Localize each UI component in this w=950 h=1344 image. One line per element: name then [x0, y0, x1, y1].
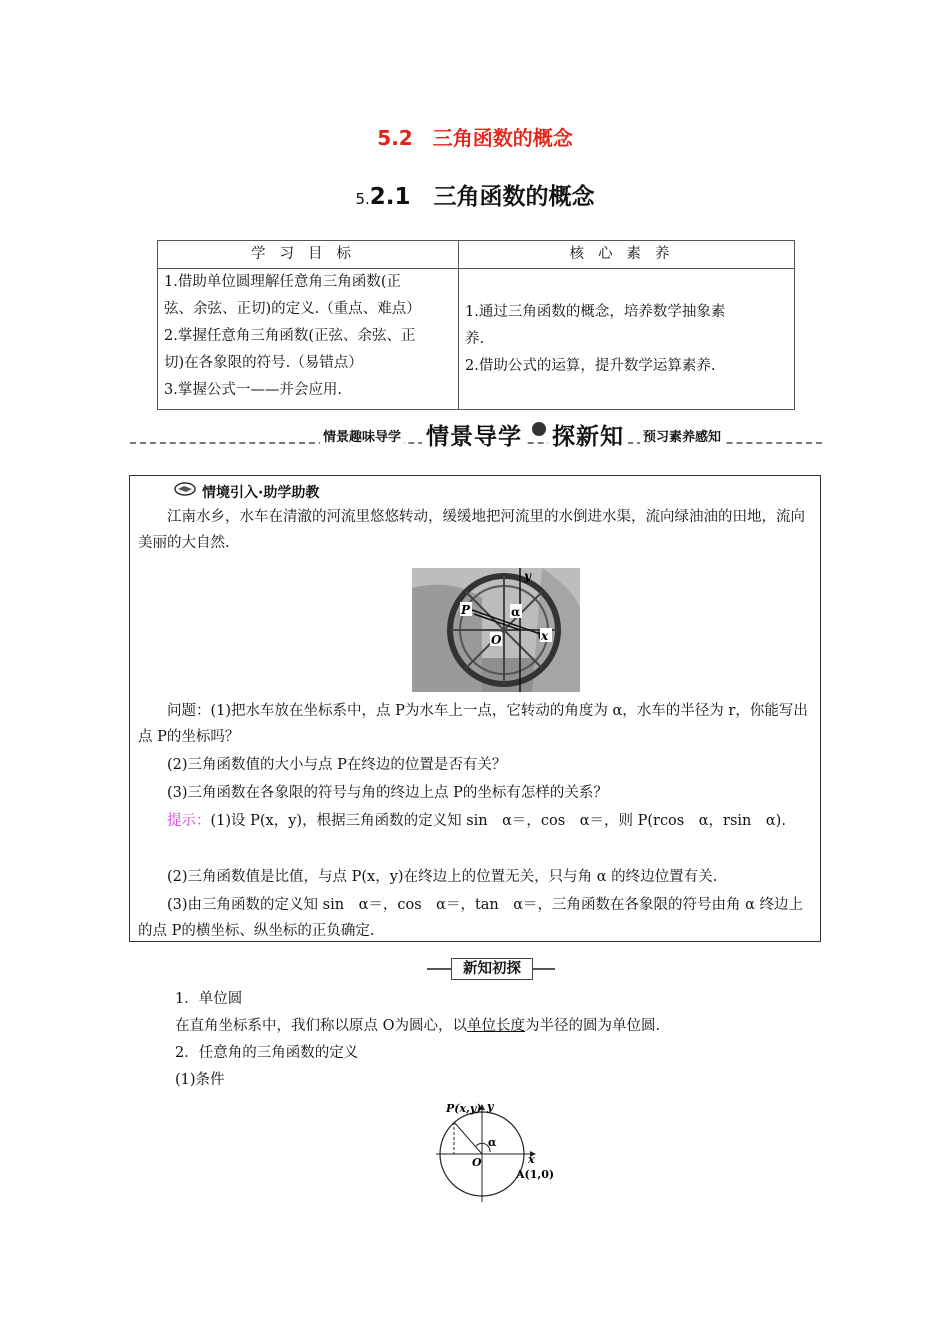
arrow-circle-icon: [532, 422, 546, 436]
goals-header-right: 核心素养: [459, 241, 795, 269]
situation-box: [129, 475, 821, 942]
new-knowledge-header: [427, 958, 555, 980]
question-3: (3)三角函数在各象限的符号与角的终边上点 P的坐标有怎样的关系？: [167, 785, 608, 801]
unit-circle-figure: [430, 1096, 560, 1206]
goals-left-cell: [158, 269, 459, 410]
hint-label: 提示：: [167, 813, 211, 829]
intro-paragraph: 江南水乡，水车在清澈的河流里悠悠转动，缓缓地把河流里的水倒进水渠，流向绿油油的田地，流向美丽的大自然.: [138, 509, 805, 551]
answer-1-text: (1)设 P(x，y)，根据三角函数的定义知 sin α＝，cos α＝，则 P(rcos α，rsin α).: [210, 813, 786, 829]
goal-line: 切)在各象限的符号.（易错点）: [164, 355, 363, 371]
literacy-line: 2.借助公式的运算，提升数学运算素养.: [465, 357, 716, 374]
banner-right-text: 预习素养感知: [640, 426, 724, 445]
chapter-title: 5.2 三角函数的概念: [377, 126, 573, 150]
item-1-text: [175, 1013, 660, 1039]
banner-big-right: 探新知: [548, 418, 628, 451]
new-knowledge-label: 新知初探: [451, 958, 533, 980]
uc-label-y: y: [487, 1100, 494, 1113]
item-2-title: 2．任意角的三角函数的定义: [175, 1045, 359, 1061]
item-1-text-after: 为半径的圆为单位圆.: [525, 1018, 661, 1034]
goal-line: 1.借助单位圆理解任意角三角函数(正: [164, 274, 401, 290]
section-title-text: 2.1 三角函数的概念: [369, 184, 595, 210]
fig-label-alpha: α: [511, 605, 521, 619]
literacy-line: 养.: [465, 330, 485, 347]
section-banner: [130, 418, 822, 450]
goals-header-left: 学习目标: [158, 241, 459, 269]
fig-label-y: y: [524, 569, 531, 583]
banner-big-left: 情景导学: [422, 418, 526, 451]
answer-2: (2)三角函数值是比值，与点 P(x，y)在终边上的位置无关，只与角 α 的终边位置有关.: [167, 869, 718, 885]
answer-3: (3)由三角函数的定义知 sin α＝，cos α＝，tan α＝，三角函数在各象限的符号由角 α 终边上的点 P的横坐标、纵坐标的正负确定.: [138, 897, 804, 939]
fig-label-x: x: [541, 629, 549, 643]
goals-table: [157, 240, 795, 410]
situation-header: 情境引入·助学助教: [202, 485, 320, 501]
item-2-sub: (1)条件: [175, 1072, 225, 1088]
uc-label-p: P(x,y): [446, 1102, 482, 1115]
uc-label-a: A(1,0): [516, 1168, 555, 1181]
item-1-text-before: 在直角坐标系中，我们称以原点 O为圆心，以: [175, 1018, 467, 1034]
handshake-icon: [174, 481, 196, 497]
fig-label-o: O: [491, 633, 502, 647]
literacy-line: 1.通过三角函数的概念，培养数学抽象素: [465, 303, 726, 320]
goal-line: 2.掌握任意角三角函数(正弦、余弦、正: [164, 328, 416, 344]
uc-label-alpha: α: [488, 1136, 497, 1149]
question-1: 问题：(1)把水车放在坐标系中，点 P为水车上一点，它转动的角度为 α，水车的半径为 r，你能写出点 P的坐标吗？: [138, 703, 808, 745]
fig-label-p: P: [461, 603, 471, 617]
goal-line: 弦、余弦、正切)的定义.（重点、难点）: [164, 301, 421, 317]
waterwheel-figure: [412, 568, 580, 692]
uc-label-o: O: [472, 1156, 482, 1169]
section-prefix: 5.: [355, 190, 370, 208]
uc-label-x: x: [528, 1153, 535, 1166]
answer-1: [138, 808, 814, 834]
question-2: (2)三角函数值的大小与点 P在终边的位置是否有关？: [167, 757, 507, 773]
item-1-underlined: 单位长度: [467, 1018, 525, 1034]
section-title: [0, 178, 950, 211]
item-1-title: 1．单位圆: [175, 991, 243, 1007]
banner-left-text: 情景趣味导学: [320, 426, 404, 445]
goal-line: 3.掌握公式一——并会应用.: [164, 382, 342, 398]
goals-right-cell: [459, 269, 795, 410]
